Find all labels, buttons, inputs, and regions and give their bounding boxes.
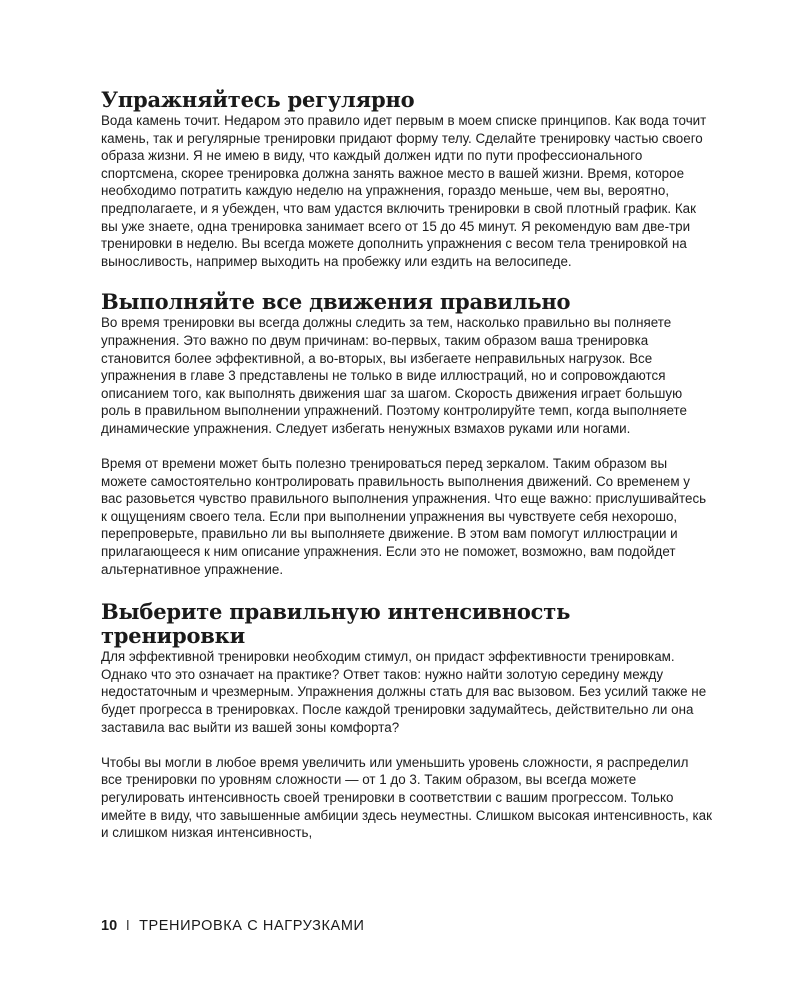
section-paragraph: Время от времени может быть полезно тренироваться перед зеркалом. Таким образом вы можете самостоятельно контролировать правильность выполнения движений. Со временем у вас разовьется чувство правильного выполнения упражнения. Что еще важно: прислушивайтесь к ощущениям своего тела. Если при выполнении упражнения вы чувствуете себя нехорошо, перепроверьте, правильно ли вы выполняете движение. В этом вам помогут иллюстрации и прилагающееся к ним описание упражнения. Если это не поможет, возможно, вам подойдет альтернативное упражнение. [101, 456, 707, 577]
page-footer [101, 918, 365, 934]
section-paragraph: Чтобы вы могли в любое время увеличить или уменьшить уровень сложности, я распределил все тренировки по уровням сложности — от 1 до 3. Таким образом, вы всегда можете регулировать интенсивность своей тренировки в соответствии с вашим прогрессом. Только имейте в виду, что завышенные амбиции здесь неуместны. Слишком высокая интенсивность, как и слишком низкая интенсивность, [101, 754, 712, 841]
section-train-regularly [101, 88, 713, 270]
section-correct-movements [101, 290, 713, 578]
book-title: ТРЕНИРОВКА С НАГРУЗКАМИ [139, 918, 365, 934]
page-content [101, 88, 713, 842]
section-heading: Выберите правильную интенсивность тренировки [101, 599, 571, 649]
section-heading: Упражняйтесь регулярно [101, 87, 415, 112]
section-paragraph: Вода камень точит. Недаром это правило идет первым в моем списке принципов. Как вода точит камень, так и регулярные тренировки придают форму телу. Сделайте тренировку частью своего образа жизни. Я не имею в виду, что каждый должен идти по пути профессионального спортсмена, скорее тренировка должна занять важное место в вашей жизни. Время, которое необходимо потратить каждую неделю на упражнения, гораздо меньше, чем вы, вероятно, предполагаете, и я убежден, что вам удастся включить тренировки в свой плотный график. Как вы уже знаете, одна тренировка занимает всего от 15 до 45 минут. Я рекомендую вам две-три тренировки в неделю. Вы всегда можете дополнить упражнения с весом тела тренировкой на выносливость, например выходить на пробежку или ездить на велосипеде. [101, 113, 707, 269]
section-training-intensity [101, 600, 713, 842]
section-heading: Выполняйте все движения правильно [101, 289, 571, 315]
page-number: 10 [101, 918, 118, 934]
section-paragraph: Во время тренировки вы всегда должны следить за тем, насколько правильно вы полняете упражнения. Это важно по двум причинам: во-первых, таким образом ваша тренировка становится более эффективной, а во-вторых, вы избегаете неправильных нагрузок. Все упражнения в главе 3 представлены не только в виде иллюстраций, но и сопровождаются описанием того, как выполнять движения шаг за шагом. Скорость движения играет большую роль в правильном выполнении упражнений. Поэтому контролируйте темп, когда выполняете динамические упражнения. Следует избегать ненужных взмахов руками или ногами. [101, 315, 687, 436]
footer-separator: I [125, 918, 131, 934]
section-paragraph: Для эффективной тренировки необходим стимул, он придаст эффективности тренировкам. Однако что это означает на практике? Ответ таков: нужно найти золотую середину между недостаточным и чрезмерным. Упражнения должны стать для вас вызовом. Без усилий также не будет прогресса в тренировках. После каждой тренировки задумайтесь, действительно ли она заставила вас выйти из вашей зоны комфорта? [101, 649, 707, 735]
